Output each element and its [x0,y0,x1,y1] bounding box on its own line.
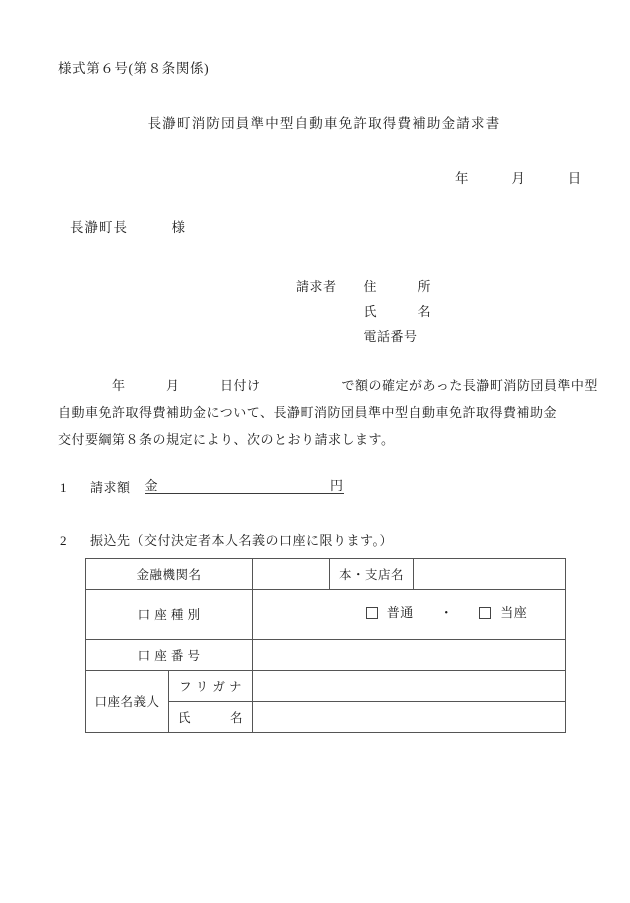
table-row-account-type [86,590,566,640]
table-row-holder-furigana [86,670,566,701]
body-paragraph [58,372,598,453]
claimant-name-label: 氏 名 [363,304,432,319]
item-2-number: 2 [60,533,67,548]
bank-name-label: 金融機関名 [86,559,253,590]
account-type-choices-cell [253,590,566,640]
page-title: 長瀞町消防団員準中型自動車免許取得費補助金請求書 [147,116,501,131]
account-type-separator: ・ [439,605,454,620]
body-line-2: 自動車免許取得費補助金について、長瀞町消防団員準中型自動車免許取得費補助金 [58,405,557,420]
claimant-name-row [296,299,431,324]
account-holder-furigana-input[interactable] [253,670,566,701]
item-2-label: 振込先（交付決定者本人名義の口座に限ります。） [90,533,393,548]
account-holder-name-input[interactable] [253,701,566,732]
account-number-label: 口 座 番 号 [86,639,253,670]
account-number-input[interactable] [253,639,566,670]
account-holder-furigana-label: フ リ ガ ナ [169,670,253,701]
form-number: 様式第６号(第８条関係) [58,61,210,76]
branch-name-label: 本・支店名 [330,559,414,590]
account-type-option-futsuu-label: 普通 [386,605,414,620]
claimant-phone-row [296,324,431,349]
claimant-address-label: 住 所 [363,279,432,294]
item-1-label: 請求額 [90,480,131,495]
body-line-3: 交付要綱第８条の規定により、次のとおり請求します。 [58,432,395,447]
account-type-option-touza-label: 当座 [500,605,528,620]
account-holder-name-label: 氏 名 [169,701,253,732]
account-type-option-futsuu[interactable] [366,606,414,619]
table-row-bank-name [86,559,566,590]
claim-amount-field[interactable] [145,479,344,494]
account-type-label: 口 座 種 別 [86,590,253,640]
table-row-account-number [86,639,566,670]
branch-name-input[interactable] [414,559,566,590]
claimant-role-label: 請求者 [296,279,337,294]
account-type-option-touza[interactable] [479,606,527,619]
claimant-phone-label: 電話番号 [363,329,418,344]
claimant-address-row [296,274,431,299]
bank-account-table [85,558,566,733]
checkbox-icon[interactable] [479,607,491,619]
checkbox-icon[interactable] [366,607,378,619]
item-1-claim-amount [60,479,344,494]
bank-name-input[interactable] [253,559,330,590]
item-1-number: 1 [60,480,67,495]
item-2-heading [60,534,393,547]
submission-date-line: 年 月 日 [455,171,582,186]
yen-mark-label: 金 [144,478,159,493]
addressee: 長瀞町長 様 [70,220,186,235]
account-holder-label: 口座名義人 [86,670,169,732]
body-line-1: 年 月 日付け で額の確定があった長瀞町消防団員準中型 [58,378,598,393]
claimant-block [296,274,431,349]
yen-unit-label: 円 [330,478,344,493]
